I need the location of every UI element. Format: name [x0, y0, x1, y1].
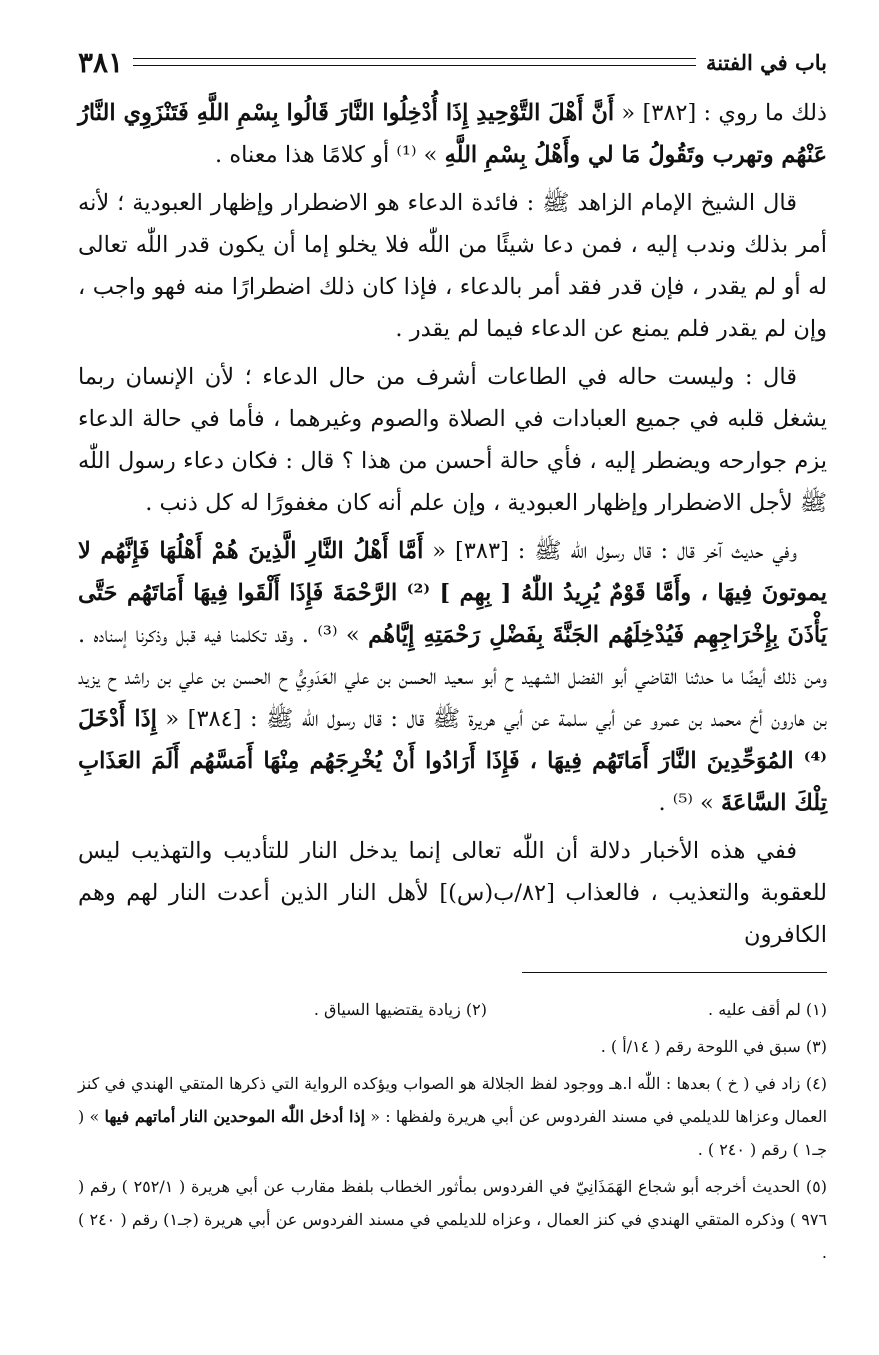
hadith-quote: أَنَّ أَهْلَ التَّوْحِيدِ إِذَا أُدْخِلُوا النَّارَ قَالُوا بِسْمِ اللَّهِ فَتَنْزَوِي النَّارُ عَنْهُم وتهرب وتَقُولُ مَا لي وأَهْلُ بِسْمِ اللَّهِ — [78, 100, 827, 168]
text-run: » ( جـ١ ) رقم ( ٢٤٠ ) . — [78, 1107, 827, 1159]
footnote — [78, 1067, 827, 1166]
paragraph — [78, 92, 827, 176]
hadith-quote: أَمَّا أَهْلُ النَّارِ الَّذِينَ هُمْ أَهْلُهَا فَإِنَّهُم لا يموتونَ فِيهَا ، وأَمَّا قَوْمٌ يُرِيدُ اللّٰهُ [ بِهِم ] ⁽²⁾ الرَّحْمَةَ فَإِذَا أَلْقَوا فِيهَا أَمَاتَهُم حَتَّى يَأْذَنَ بِإِخْرَاجِهِم فَيُدْخِلَهُم الجَنَّةَ بِفَضْلِ رَحْمَتِهِ إِيَّاهُم — [78, 538, 827, 648]
main-text — [78, 92, 827, 962]
page-header — [78, 42, 827, 82]
hadith-quote: إِذَا أَدْخَلَ ⁽⁴⁾ المُوَحِّدِينَ النَّارَ أَمَاتَهُم فِيهَا ، فَإِذَا أَرَادُوا أَنْ يُخْرِجَهُم مِنْهَا أَمَسَّهُم أَلَمَ العَذَابِ تِلْكَ السَّاعَةَ — [78, 706, 827, 816]
paragraph: ففي هذه الأخبار دلالة أن اللّٰه تعالى إنما يدخل النار للتأديب والتهذيب ليس للعقوبة والتعذيب ، فالعذاب [٨٢/ب(س)] لأهل النار الذين أعدت النار لهم وهم الكافرون — [78, 838, 827, 948]
text-run: وفي حديث آخر قال : قال رسول اللّٰه ﷺ : [٣٨٣] « — [423, 538, 797, 564]
text-run: » ⁽¹⁾ أو كلامًا هذا معناه . — [215, 142, 445, 168]
footnote: (٣) سبق في اللوحة رقم ( ١٤/أ ) . — [600, 1037, 827, 1056]
text-run: » ⁽⁵⁾ . — [658, 790, 721, 816]
text-run: (٤) زاد في ( خ ) بعدها : اللّٰه ا.هـ ووجود لفظ الجلالة هو الصواب ويؤكده الرواية التي ذكرها المتقي الهندي في كنز العمال وعزاها للديلمي في مسند الفردوس عن أبي هريرة ولفظها : « — [78, 1074, 828, 1126]
header-rule — [133, 58, 696, 66]
paragraph: قال : وليست حاله في الطاعات أشرف من حال الدعاء ؛ لأن الإنسان ربما يشغل قلبه في جميع العبادات في الصلاة والصوم وغيرهما ، فأما في حالة الدعاء يزم جوارحه ويضطر إليه ، فأي حالة أحسن من هذا ؟ قال : فكان دعاء رسول اللّٰه ﷺ لأجل الاضطرار وإظهار العبودية ، وإن علم أنه كان مغفورًا له كل ذنب . — [78, 364, 827, 516]
footnote-row — [78, 993, 827, 1026]
paragraph: قال الشيخ الإمام الزاهد ﷺ : فائدة الدعاء هو الاضطرار وإظهار العبودية ؛ لأنه أمر بذلك وندب إليه ، فمن دعا شيئًا من اللّٰه فلا يخلو إما أن يكون قدر اللّٰه تعالى له أو لم يقدر ، فإن قدر فقد أمر بالدعاء ، فإذا كان ذلك اضطرارًا منه فهو واجب ، وإن لم يقدر فلم يمنع عن الدعاء فيما لم يقدر . — [78, 190, 827, 342]
footnote: (٢) زيادة يقتضيها السياق . — [313, 1000, 487, 1019]
hadith-quote: إذا أدخل اللّٰه الموحدين النار أماتهم فيها — [104, 1107, 366, 1126]
footnote: (١) لم أقف عليه . — [708, 1000, 827, 1019]
footnote: (٥) الحديث أخرجه أبو شجاع الهَمَذَانِيّ في الفردوس بمأثور الخطاب بلفظ مقارب عن أبي هريرة ( ٢٥٢/١ ) رقم ( ٩٧٦ ) وذكره المتقي الهندي في كنز العمال ، وعزاه للديلمي في مسند الفردوس عن أبي هريرة (جـ١) رقم ( ٢٤٠ ) . — [78, 1177, 828, 1262]
paragraph — [78, 530, 827, 824]
footnote-separator — [522, 972, 827, 973]
page-number: ٣٨١ — [78, 45, 124, 79]
text-run: ذلك ما روي : [٣٨٢] « — [614, 100, 827, 126]
text-run: » ⁽³⁾ . وقد تكلمنا فيه قبل وذكرنا إسناده . ومن ذلك أيضًا ما حدثنا القاضي أبو الفضل الشهيد ح أبو سعيد الحسن بن علي العَدَوِيُّ ح الحسن بن علي بن راشد ح يزيد بن هارون أخ محمد بن عمرو عن أبي سلمة عن أبي هريرة ﷺ قال : قال رسول اللّٰه ﷺ : [٣٨٤] « — [78, 622, 827, 732]
footnotes — [78, 993, 827, 1273]
chapter-title: باب في الفتنة — [706, 49, 827, 75]
